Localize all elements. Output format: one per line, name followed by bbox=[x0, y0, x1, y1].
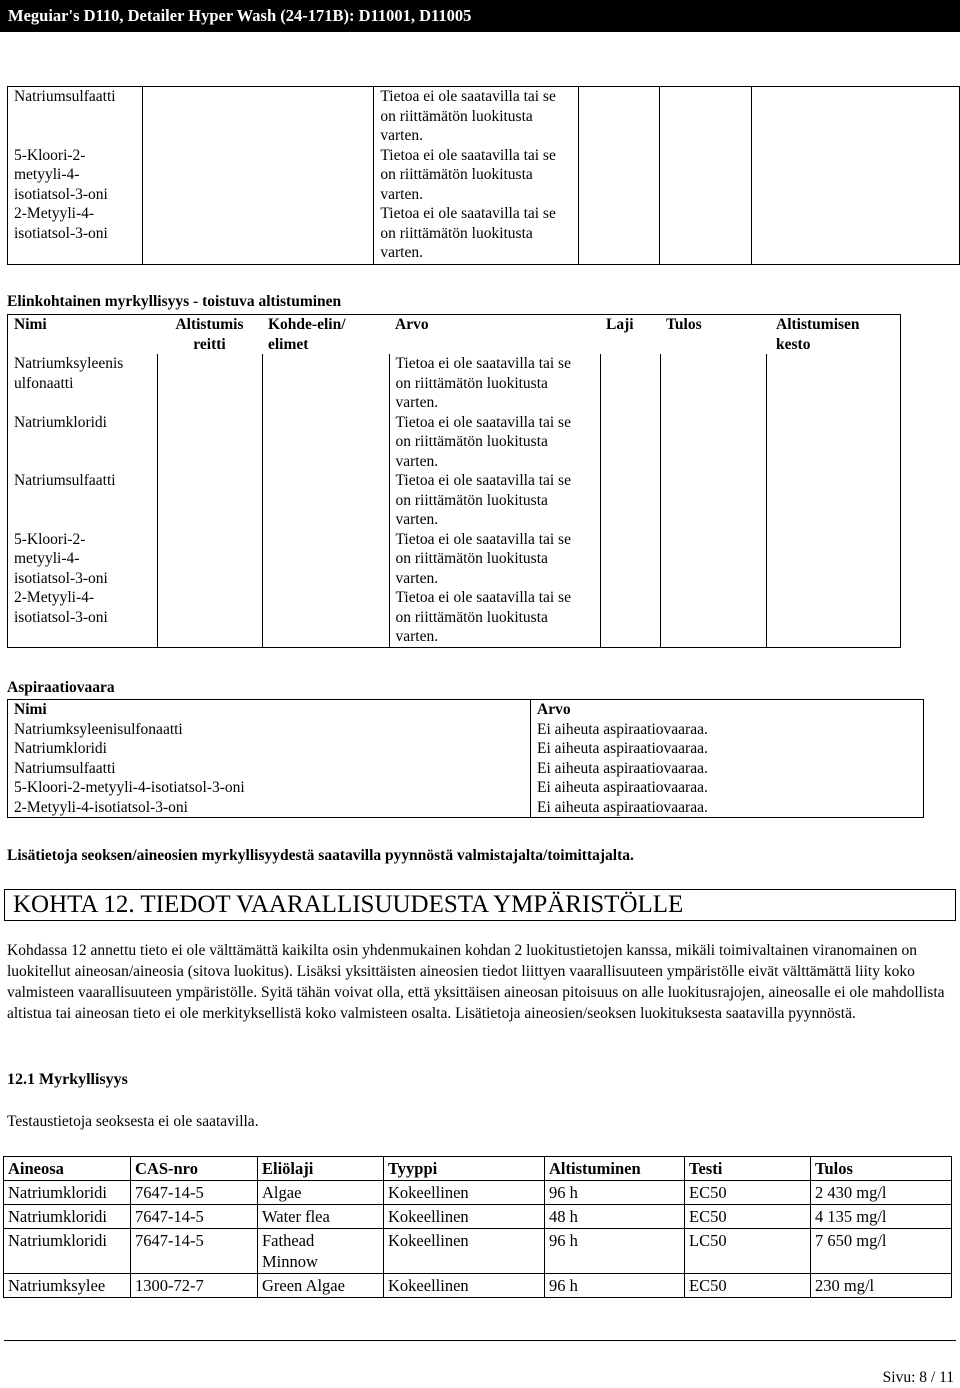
row-value: Tietoa ei ole saatavilla tai se on riittämätön luokitusta varten. bbox=[389, 354, 600, 413]
cell: Algae bbox=[258, 1181, 384, 1205]
section-paragraph: Kohdassa 12 annettu tieto ei ole välttämättä kaikilta osin yhdenmukainen kohdan 2 luokitustietojen kanssa, mikäli toimivaltainen viranomainen on luokitellut aineosan/aineosia (sitova luokitus). Lisäksi yksittäisten aineosien tiedot liittyen vaarallisuuteen ympäristölle eivät välttämättä liity koko valmisteen vaarallisuuteen ympäristölle. Syitä tähän voivat olla, että yksittäisen aineosan pitoisuus on alle luokitusrajojen, aineosalle ei ole mahdollista altistua tai aineosan tieto ei ole merkityksellistä koko valmisteen osalta. Lisätietoja aineosien/seoksen luokituksesta saatavilla pyynnöstä. bbox=[7, 942, 945, 1022]
empty-cell bbox=[262, 354, 389, 647]
row-name: 2-Metyyli-4-isotiatsol-3-oni bbox=[14, 798, 188, 816]
empty-cell bbox=[600, 354, 660, 647]
value-text: Tietoa ei ole saatavilla tai se on riittämätön luokitusta varten. bbox=[380, 88, 556, 144]
row-name: Natriumksyleenisulfonaatti bbox=[14, 720, 183, 738]
footer-divider bbox=[4, 1340, 956, 1341]
table-row bbox=[4, 1181, 952, 1205]
value-text: Tietoa ei ole saatavilla tai se on riittämätön luokitusta varten. bbox=[380, 205, 556, 261]
col-header-organ: Kohde-elin/ elimet bbox=[268, 316, 346, 353]
substance-names-cell bbox=[8, 87, 143, 265]
cell: 96 h bbox=[545, 1274, 685, 1298]
toxicity-continuation-table bbox=[7, 86, 960, 265]
row-value: Tietoa ei ole saatavilla tai se on riittämätön luokitusta varten. bbox=[389, 588, 600, 647]
empty-cell bbox=[660, 354, 766, 647]
section-12-heading bbox=[4, 889, 956, 921]
col-header-result: Tulos bbox=[811, 1157, 952, 1181]
cell: Kokeellinen bbox=[384, 1205, 545, 1229]
row-value: Tietoa ei ole saatavilla tai se on riittämätön luokitusta varten. bbox=[389, 530, 600, 589]
cell: 48 h bbox=[545, 1205, 685, 1229]
row-name: Natriumsulfaatti bbox=[14, 472, 116, 489]
cell: 7647-14-5 bbox=[131, 1229, 258, 1274]
row-value: Tietoa ei ole saatavilla tai se on riittämätön luokitusta varten. bbox=[389, 471, 600, 530]
cell: Natriumkloridi bbox=[4, 1229, 131, 1274]
section-title: KOHTA 12. TIEDOT VAARALLISUUDESTA YMPÄRISTÖLLE bbox=[13, 891, 684, 918]
cell: Kokeellinen bbox=[384, 1229, 545, 1274]
cell: LC50 bbox=[685, 1229, 811, 1274]
cell: Natriumksylee bbox=[4, 1274, 131, 1298]
empty-cell bbox=[259, 87, 374, 265]
table-row bbox=[4, 1229, 952, 1274]
row-value: Ei aiheuta aspiraatiovaaraa. bbox=[531, 798, 924, 818]
empty-cell bbox=[660, 87, 752, 265]
cell: Natriumkloridi bbox=[4, 1181, 131, 1205]
cell: Fathead Minnow bbox=[258, 1229, 384, 1274]
cell: Kokeellinen bbox=[384, 1181, 545, 1205]
repeated-exposure-title: Elinkohtainen myrkyllisyys - toistuva altistuminen bbox=[7, 293, 342, 310]
document-title: Meguiar's D110, Detailer Hyper Wash (24-171B): D11001, D11005 bbox=[8, 6, 472, 25]
repeated-exposure-table bbox=[7, 314, 901, 648]
cell: 4 135 mg/l bbox=[811, 1205, 952, 1229]
col-header-result: Tulos bbox=[666, 316, 702, 333]
col-header-organism: Eliölaji bbox=[258, 1157, 384, 1181]
row-value: Ei aiheuta aspiraatiovaaraa. bbox=[531, 720, 924, 740]
cell: 230 mg/l bbox=[811, 1274, 952, 1298]
subsection-title: 12.1 Myrkyllisyys bbox=[7, 1071, 128, 1088]
col-header-route: Altistumis reitti bbox=[175, 316, 244, 353]
values-cell bbox=[374, 87, 579, 265]
col-header-name: Nimi bbox=[14, 701, 47, 718]
additional-info-note: Lisätietoja seoksen/aineosien myrkyllisyydestä saatavilla pyynnöstä valmistajalta/toimittajalta. bbox=[7, 847, 634, 864]
subsection-text: Testaustietoja seoksesta ei ole saatavilla. bbox=[7, 1113, 259, 1130]
empty-cell bbox=[766, 354, 901, 647]
row-name: Natriumkloridi bbox=[14, 740, 107, 757]
col-header-substance: Aineosa bbox=[4, 1157, 131, 1181]
empty-cell bbox=[142, 87, 259, 265]
row-value: Ei aiheuta aspiraatiovaaraa. bbox=[531, 759, 924, 779]
cell: 96 h bbox=[545, 1181, 685, 1205]
cell: EC50 bbox=[685, 1181, 811, 1205]
col-header-cas: CAS-nro bbox=[131, 1157, 258, 1181]
aspiration-table bbox=[7, 699, 924, 818]
cell: Kokeellinen bbox=[384, 1274, 545, 1298]
cell: 7647-14-5 bbox=[131, 1205, 258, 1229]
col-header-species: Laji bbox=[606, 316, 634, 333]
empty-cell bbox=[157, 354, 262, 647]
ecotoxicity-table bbox=[3, 1156, 952, 1298]
page-number: Sivu: 8 / 11 bbox=[882, 1369, 954, 1386]
cell: 7647-14-5 bbox=[131, 1181, 258, 1205]
value-text: Tietoa ei ole saatavilla tai se on riittämätön luokitusta varten. bbox=[380, 146, 556, 203]
row-name: 2-Metyyli-4- isotiatsol-3-oni bbox=[14, 589, 108, 626]
cell: 1300-72-7 bbox=[131, 1274, 258, 1298]
row-value: Tietoa ei ole saatavilla tai se on riittämätön luokitusta varten. bbox=[389, 413, 600, 472]
row-name: Natriumkloridi bbox=[14, 413, 107, 431]
cell: EC50 bbox=[685, 1274, 811, 1298]
cell: EC50 bbox=[685, 1205, 811, 1229]
table-row bbox=[4, 1205, 952, 1229]
substance-name: 2-Metyyli-4- isotiatsol-3-oni bbox=[14, 205, 108, 242]
empty-cell bbox=[752, 87, 960, 265]
cell: Green Algae bbox=[258, 1274, 384, 1298]
aspiration-title: Aspiraatiovaara bbox=[7, 679, 115, 696]
row-name: 5-Kloori-2-metyyli-4-isotiatsol-3-oni bbox=[14, 779, 245, 796]
col-header-value: Arvo bbox=[395, 316, 429, 333]
empty-cell bbox=[579, 87, 660, 265]
row-name: Natriumsulfaatti bbox=[14, 759, 116, 777]
table-row bbox=[4, 1274, 952, 1298]
cell: Natriumkloridi bbox=[4, 1205, 131, 1229]
row-name: 5-Kloori-2- metyyli-4- isotiatsol-3-oni bbox=[14, 530, 108, 587]
cell: 7 650 mg/l bbox=[811, 1229, 952, 1274]
substance-name: 5-Kloori-2- metyyli-4- isotiatsol-3-oni bbox=[14, 146, 108, 203]
col-header-name: Nimi bbox=[14, 316, 47, 333]
col-header-type: Tyyppi bbox=[384, 1157, 545, 1181]
document-header bbox=[0, 0, 960, 32]
cell: 96 h bbox=[545, 1229, 685, 1274]
col-header-exposure: Altistuminen bbox=[545, 1157, 685, 1181]
row-name: Natriumksyleenis ulfonaatti bbox=[14, 355, 124, 392]
col-header-duration: Altistumisen kesto bbox=[776, 316, 860, 353]
cell: Water flea bbox=[258, 1205, 384, 1229]
row-value: Ei aiheuta aspiraatiovaaraa. bbox=[531, 739, 924, 759]
col-header-test: Testi bbox=[685, 1157, 811, 1181]
row-value: Ei aiheuta aspiraatiovaaraa. bbox=[531, 778, 924, 798]
cell: 2 430 mg/l bbox=[811, 1181, 952, 1205]
substance-name: Natriumsulfaatti bbox=[14, 88, 116, 105]
col-header-value: Arvo bbox=[531, 700, 924, 720]
